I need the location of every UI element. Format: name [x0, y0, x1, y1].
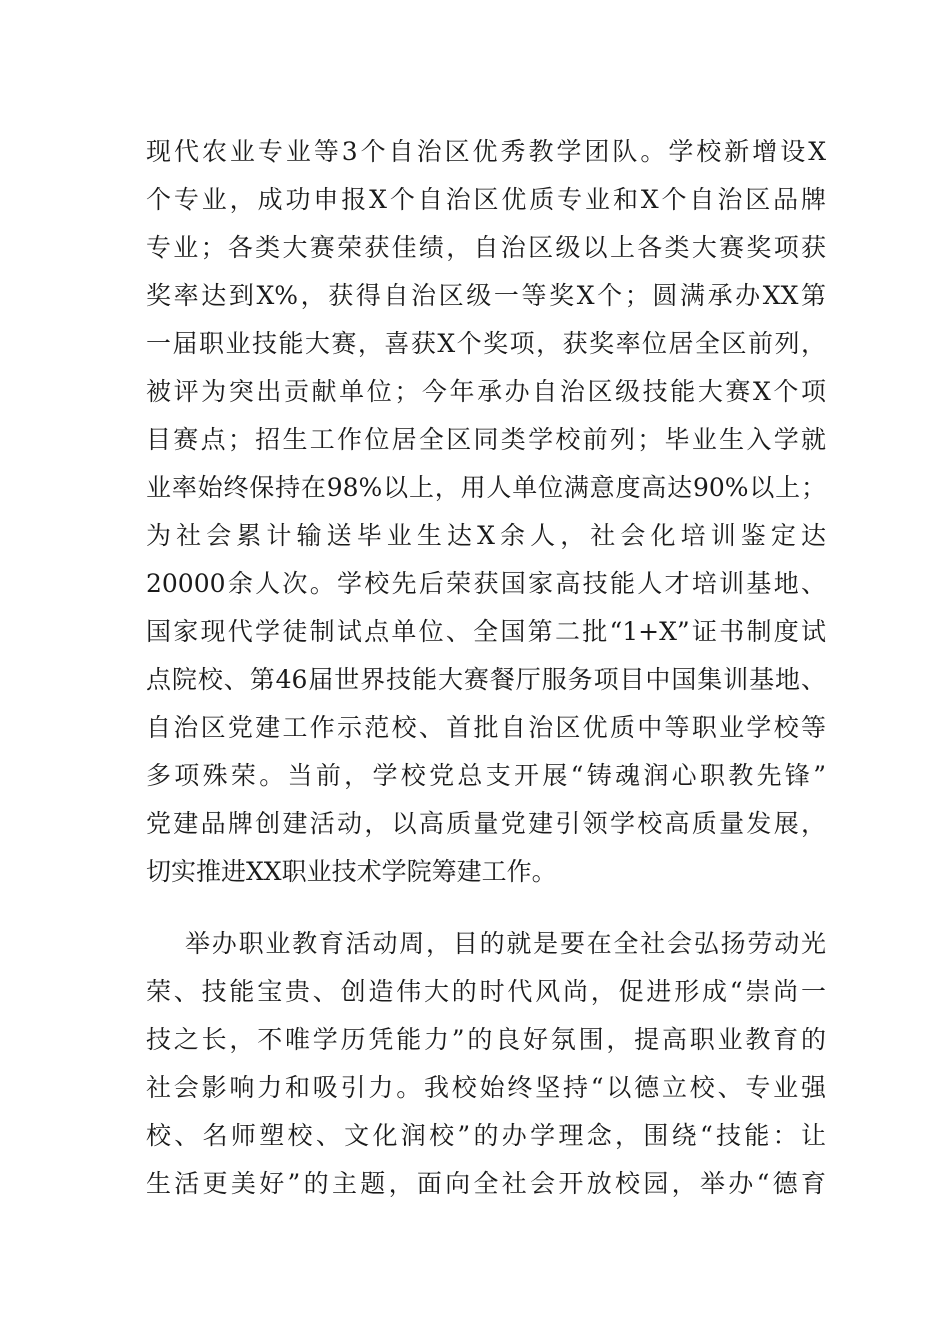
paragraph-line: 举办职业教育活动周，目的就是要在全社会弘扬劳动光	[185, 929, 826, 958]
paragraph-line: 多项殊荣。当前，学校党总支开展“铸魂润心职教先锋”	[146, 761, 826, 790]
paragraph-line: 业率始终保持在98%以上，用人单位满意度高达90%以上；	[146, 473, 826, 502]
paragraph-line: 个专业，成功申报X个自治区优质专业和X个自治区品牌	[146, 185, 826, 214]
paragraph-line: 技之长，不唯学历凭能力”的良好氛围，提高职业教育的	[146, 1025, 826, 1054]
paragraph-line: 为社会累计输送毕业生达X余人，社会化培训鉴定达	[146, 521, 826, 550]
paragraph-line: 专业；各类大赛荣获佳绩，自治区级以上各类大赛奖项获	[146, 233, 826, 262]
paragraph-line: 自治区党建工作示范校、首批自治区优质中等职业学校等	[146, 713, 826, 742]
paragraph-line: 被评为突出贡献单位；今年承办自治区级技能大赛X个项	[146, 377, 826, 406]
paragraph-line: 社会影响力和吸引力。我校始终坚持“以德立校、专业强	[146, 1073, 826, 1102]
paragraph-line: 一届职业技能大赛，喜获X个奖项，获奖率位居全区前列，	[146, 329, 826, 358]
paragraph-line: 20000余人次。学校先后荣获国家高技能人才培训基地、	[146, 569, 826, 598]
paragraph-line: 党建品牌创建活动，以高质量党建引领学校高质量发展，	[146, 809, 826, 838]
paragraph-line: 点院校、第46届世界技能大赛餐厅服务项目中国集训基地、	[146, 665, 826, 694]
paragraph-line: 奖率达到X%，获得自治区级一等奖X个；圆满承办XX第	[146, 281, 826, 310]
paragraph-line: 生活更美好”的主题，面向全社会开放校园，举办“德育	[146, 1169, 826, 1198]
paragraph-line: 荣、技能宝贵、创造伟大的时代风尚，促进形成“崇尚一	[146, 977, 826, 1006]
paragraph-line: 国家现代学徒制试点单位、全国第二批“1+X”证书制度试	[146, 617, 826, 646]
paragraph-line: 切实推进XX职业技术学院筹建工作。	[146, 857, 557, 886]
paragraph-line: 现代农业专业等3个自治区优秀教学团队。学校新增设X	[146, 137, 826, 166]
paragraph-line: 目赛点；招生工作位居全区同类学校前列；毕业生入学就	[146, 425, 826, 454]
paragraph-line: 校、名师塑校、文化润校”的办学理念，围绕“技能：让	[146, 1121, 826, 1150]
